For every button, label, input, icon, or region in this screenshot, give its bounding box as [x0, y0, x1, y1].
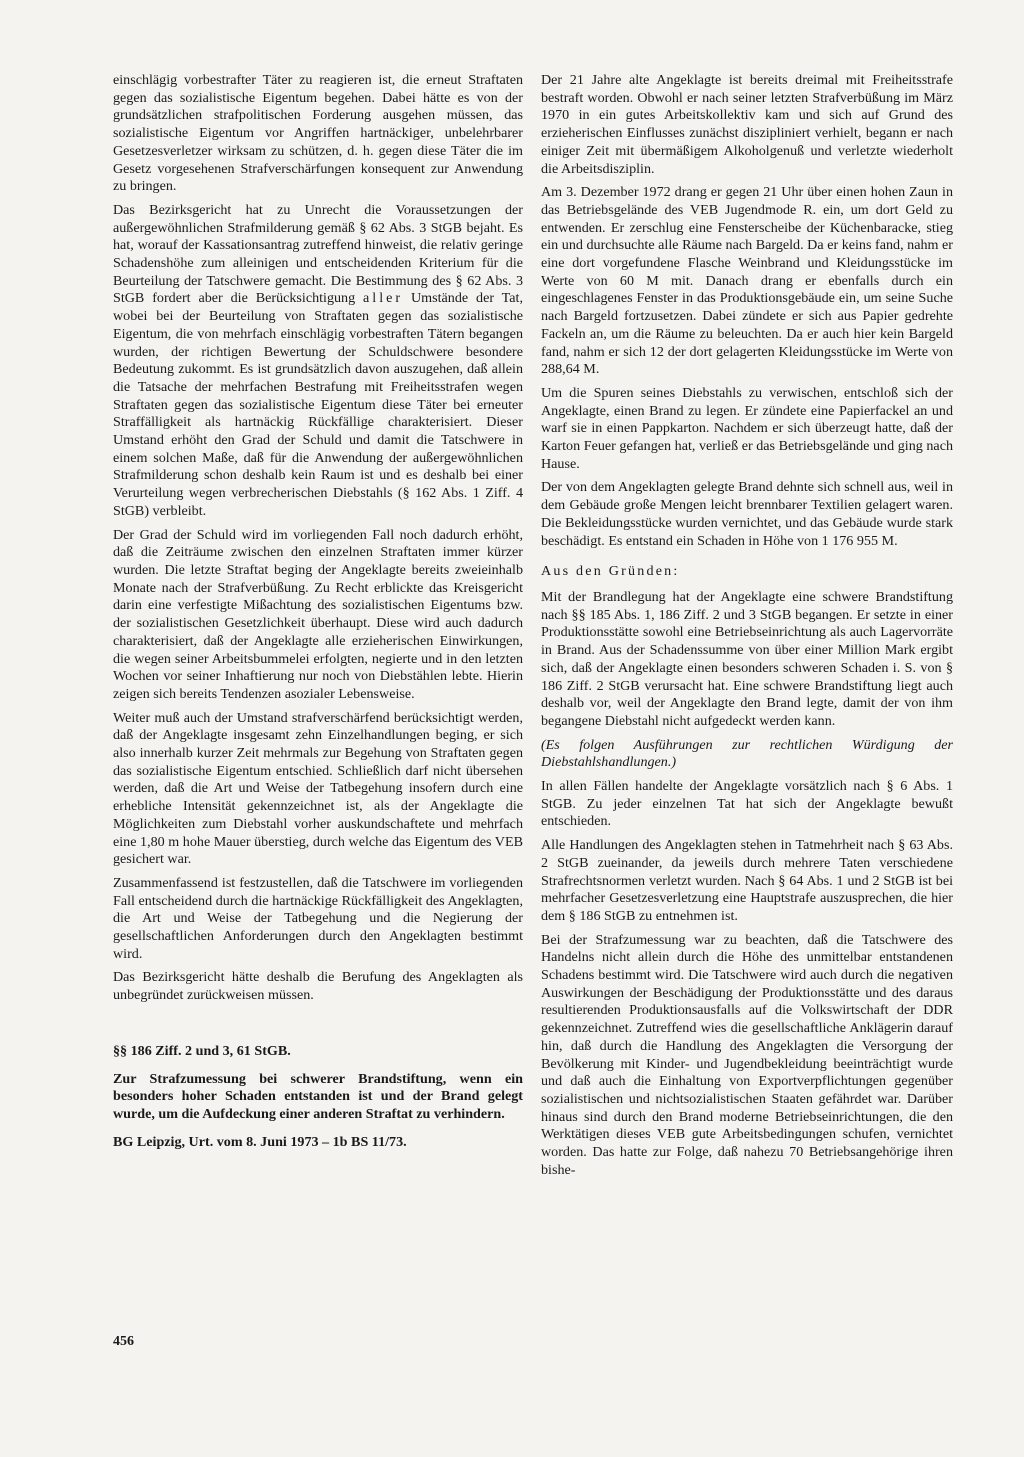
paragraph: Der Grad der Schuld wird im vorliegenden Fall noch dadurch erhöht, daß die Zeiträume zwischen den einzelnen Straftaten immer kürzer wurden. Die letzte Straftat beging der Angeklagte bereits zweieinhalb Monate nach der Strafverbüßung. Zu Recht erblickte das Kreisgericht darin eine verfestigte Mißachtung des sozialistischen Eigentums bzw. der sozialistischen Gesetzlichkeit überhaupt. Diese wird auch dadurch charakterisiert, daß der Angeklagte alle erzieherischen Einwirkungen, die wegen seiner Arbeitsbummelei erfolgten, negierte und in den letzten Wochen vor seiner Inhaftierung nur noch von Diebstählen lebte. Hierin zeigen sich bereits Tendenzen asozialer Lebensweise.: [113, 526, 523, 702]
paragraph: Um die Spuren seines Diebstahls zu verwischen, entschloß sich der Angeklagte, einen Brand zu legen. Er zündete eine Papierfackel an und warf sie in einen Pappkarton. Nachdem er sich überzeugt hatte, daß der Karton Feuer gefangen hat, verließ er das Betriebsgelände und ging nach Hause.: [541, 384, 953, 472]
case-summary: [113, 1043, 523, 1152]
case-citation: §§ 186 Ziff. 2 und 3, 61 StGB.: [113, 1042, 291, 1059]
case-headnote: Zur Strafzumessung bei schwerer Brandstiftung, wenn ein besonders hoher Schaden entstanden ist und der Brand gelegt wurde, um die Aufdeckung einer anderen Straftat zu verhindern.: [113, 1070, 523, 1122]
paragraph: Alle Handlungen des Angeklagten stehen in Tatmehrheit nach § 63 Abs. 2 StGB zueinander, da jeweils durch mehrere Taten verschiedene Strafrechtsnormen verletzt wurden. Nach § 64 Abs. 1 und 2 StGB ist bei mehrfacher Gesetzesverletzung eine Hauptstrafe auszusprechen, die hier dem § 186 StGB zu entnehmen ist.: [541, 837, 953, 924]
paragraph: [113, 202, 523, 521]
paragraph: Mit der Brandlegung hat der Angeklagte eine schwere Brandstiftung nach §§ 185 Abs. 1, 186 Ziff. 2 und 3 StGB begangen. Er setzte in einer Produktionsstätte sowohl eine Betriebseinrichtung als auch Lagervorräte in Brand. Aus der Schadenssumme von über einer Million Mark ergibt sich, daß der Angeklagte einen besonders schweren Schaden i. S. von § 186 Ziff. 2 StGB verursacht hat. Eine schwere Brandstiftung liegt auch deshalb vor, weil der Angeklagte den Brand legte, damit der von ihm begangene Diebstahl nicht aufgedeckt werden kann.: [541, 588, 953, 729]
case-reference: BG Leipzig, Urt. vom 8. Juni 1973 – 1b BS 11/73.: [113, 1133, 407, 1150]
paragraph: Das Bezirksgericht hätte deshalb die Berufung des Angeklagten als unbegründet zurückweisen müssen.: [113, 969, 523, 1004]
paragraph: Am 3. Dezember 1972 drang er gegen 21 Uhr über einen hohen Zaun in das Betriebsgelände des VEB Jugendmode R. ein, um dort Geld zu entwenden. Er zerschlug eine Fensterscheibe der Küchenbaracke, stieg ein und durchsuchte alle Räume nach Bargeld. Da er keins fand, nahm er eine dort vorgefundene Flasche Weinbrand und Kleidungsstücke im Werte von 60 M mit. Danach drang er ebenfalls durch ein eingeschlagenes Fenster in das Produktionsgebäude ein, um seine Suche nach Bargeld fortzusetzen. Dabei zündete er sich aus Papier gedrehte Fackeln an, um die Räume zu beleuchten. Da er auch hier kein Bargeld fand, nahm er sich 12 der dort gelagerten Kleidungsstücke im Werte von 288,64 M.: [541, 184, 953, 378]
editorial-note: (Es folgen Ausführungen zur rechtlichen Würdigung der Diebstahlshandlungen.): [541, 736, 953, 771]
paragraph-text: Das Bezirksgericht hat zu Unrecht die Voraussetzungen der außergewöhnlichen Strafmilderung gemäß § 62 Abs. 3 StGB bejaht. Es hat, worauf der Kassationsantrag zutreffend hinweist, die relativ geringe Schadenshöhe zum alleinigen und entscheidenden Kriterium für die Beurteilung der Tatschwere gemacht. Die Bestimmung des § 62 Abs. 3 StGB fordert aber die Berücksichtigung: [113, 201, 523, 307]
paragraph: Weiter muß auch der Umstand strafverschärfend berücksichtigt werden, daß der Angeklagte insgesamt zehn Einzelhandlungen beging, er sich also innerhalb kurzer Zeit mehrmals zur Begehung von Straftaten gegen das sozialistische Eigentum entschied. Schließlich darf nicht übersehen werden, daß die Art und Weise der Tatbegehung insofern durch eine erhebliche Intensität gekennzeichnet ist, als der Angeklagte die Möglichkeiten zum Diebstahl vorher auskundschaftete und mehrfach eine 1,80 m hohe Mauer überstieg, durch welche das Eigentum des VEB gesichert war.: [113, 709, 523, 868]
paragraph: Bei der Strafzumessung war zu beachten, daß die Tatschwere des Handelns nicht allein durch die Höhe des unmittelbar entstandenen Schadens bestimmt wird. Die Tatschwere wird auch durch die negativen Auswirkungen der Beschädigung der Produktionsstätte und des daraus resultierenden Produktionsausfalls auf die Volkswirtschaft der DDR gekennzeichnet. Zutreffend wies die gesellschaftliche Anklägerin darauf hin, daß durch die Handlung des Angeklagten die Versorgung der Bevölkerung mit Kinder- und Jugendbekleidung beeinträchtigt wurde und daß auch die Einhaltung von Exportverpflichtungen gegenüber sozialistischen und nichtsozialistischen Staaten gefährdet war. Darüber hinaus sind durch den Brand moderne Betriebseinrichtungen, die den Werktätigen dieses VEB gute Arbeitsbedingungen schufen, vernichtet worden. Das hatte zur Folge, daß nahezu 70 Betriebsangehörige ihren bishe-: [541, 931, 953, 1178]
left-column: [113, 72, 523, 1161]
paragraph: einschlägig vorbestrafter Täter zu reagieren ist, die erneut Straftaten gegen das sozialistische Eigentum begehen. Dabei hätte es von der grundsätzlichen strafpolitischen Forderung ausgehen müssen, das sozialistische Eigentum vor Angriffen hartnäckiger, unbelehrbarer Gesetzesverletzer wirksam zu schützen, d. h. gegen diese Täter die im Gesetz vorgesehenen Strafverschärfungen konsequent zur Anwendung zu bringen.: [113, 72, 523, 195]
paragraph: Der von dem Angeklagten gelegte Brand dehnte sich schnell aus, weil in dem Gebäude große Mengen leicht brennbarer Textilien gelagert waren. Die Bekleidungsstücke wurden vernichtet, und das Gebäude wurde stark beschädigt. Es entstand ein Schaden in Höhe von 1 176 955 M.: [541, 479, 953, 549]
paragraph: In allen Fällen handelte der Angeklagte vorsätzlich nach § 6 Abs. 1 StGB. Zu jeder einzelnen Tat hat sich der Angeklagte bewußt entschieden.: [541, 778, 953, 830]
page-number: 456: [113, 1334, 134, 1349]
right-column: [541, 72, 953, 1185]
paragraph: Zusammenfassend ist festzustellen, daß die Tatschwere im vorliegenden Fall entscheidend durch die hartnäckige Rückfälligkeit des Angeklagten, die Art und Weise der Tatbegehung und die Negierung der gesellschaftlichen Anforderungen durch den Angeklagten bestimmt wird.: [113, 874, 523, 962]
paragraph-text: Umstände der Tat, wobei bei der Beurteilung von Straftaten gegen das sozialistische Eigentum, die von mehrfach einschlägig vorbestraften Tätern begangen wurden, der richtigen Bewertung der Schuldschwere besondere Bedeutung zukommt. Es ist grundsätzlich davon auszugehen, daß allein die Tatsache der mehrfachen Bestrafung mit Freiheitsstrafen wegen Straftaten gegen das sozialistische Eigentum diese Täter bei erneuter Straffälligkeit als hartnäckig Rückfällige charakterisiert. Dieser Umstand erhöht den Grad der Schuld und damit die Tatschwere in einem solchen Maße, daß für die Anwendung der außergewöhnlichen Strafmilderung schon deshalb kein Raum ist und es deshalb bei einer Verurteilung wegen verbrecherischen Diebstahls (§ 162 Abs. 1 Ziff. 4 StGB) verbleibt.: [113, 290, 523, 519]
section-heading: Aus den Gründen:: [541, 563, 680, 580]
spaced-emphasis: aller: [363, 290, 404, 307]
paragraph: Der 21 Jahre alte Angeklagte ist bereits dreimal mit Freiheitsstrafe bestraft worden. Obwohl er nach seiner letzten Strafverbüßung im März 1970 in ein gutes Arbeitskollektiv kam und sich auf Grund des erzieherischen Einflusses zunächst diszipliniert verhielt, begann er nach einiger Zeit mit übermäßigem Alkoholgenuß und verletzte wiederholt die Arbeitsdisziplin.: [541, 72, 953, 177]
